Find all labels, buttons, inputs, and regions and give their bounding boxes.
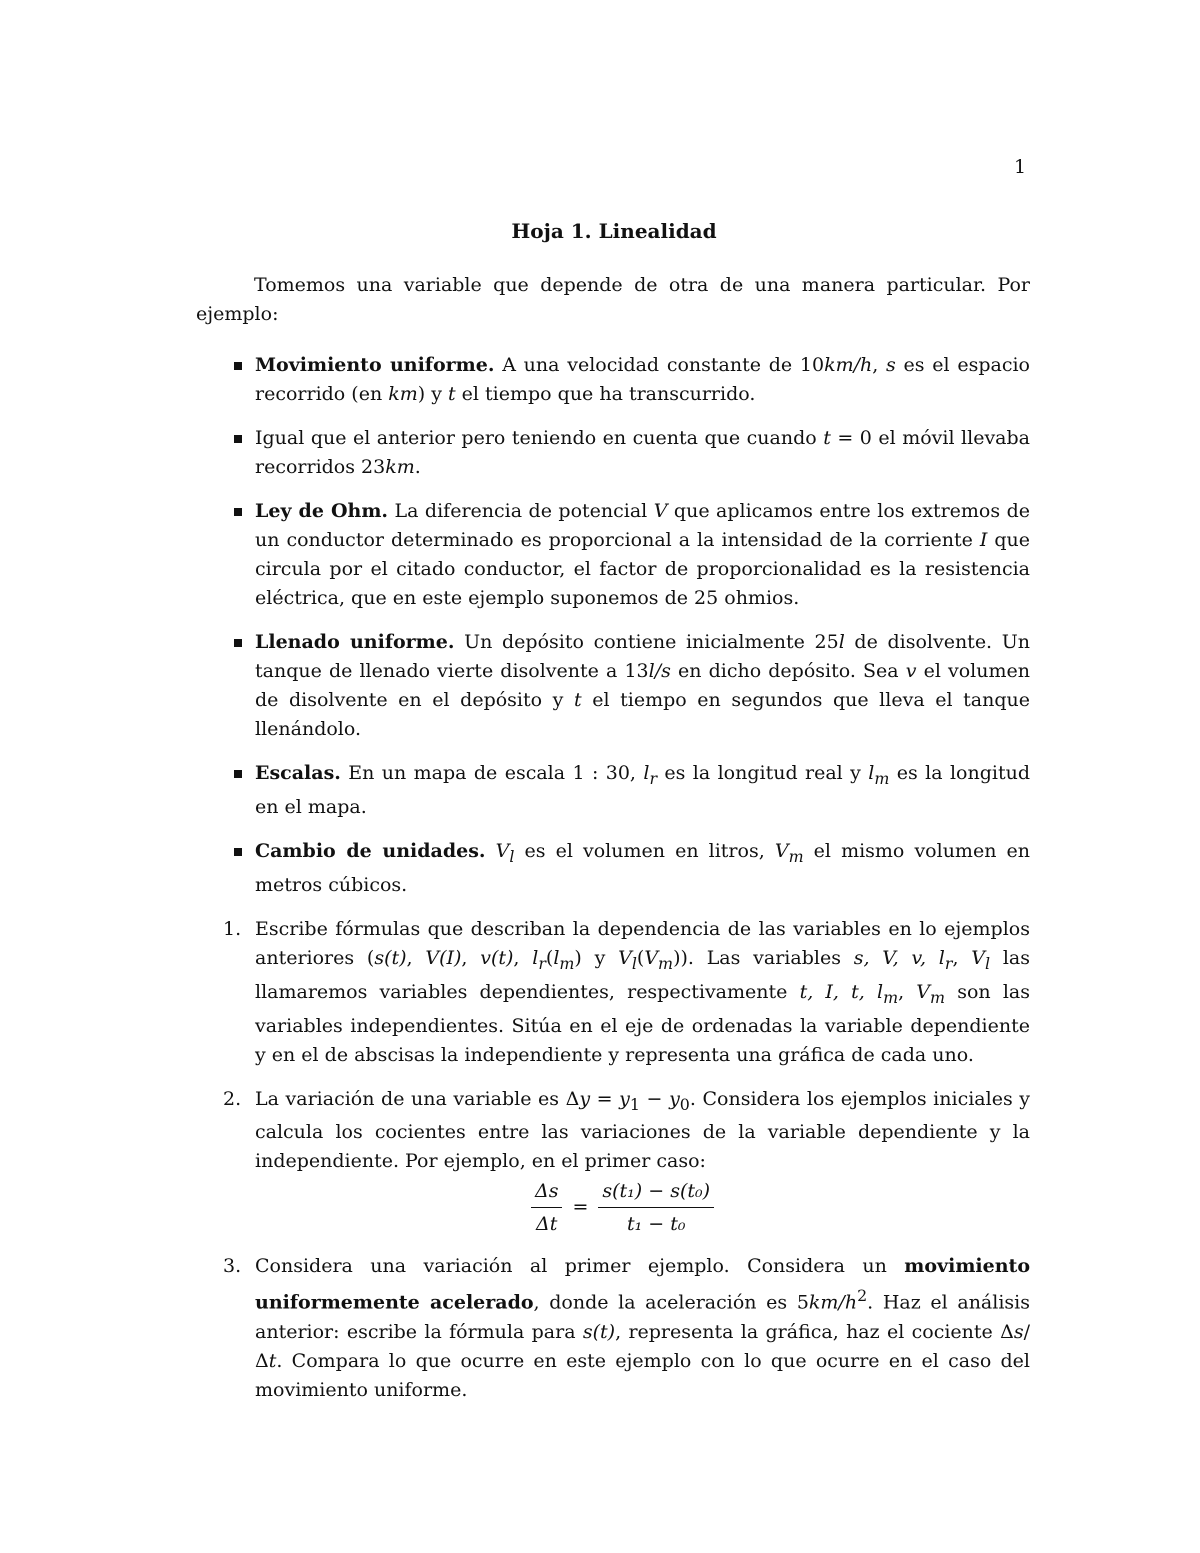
item-number: 3.	[223, 1255, 242, 1278]
formula-rhs-numerator: s(t₁) − s(t₀)	[598, 1178, 714, 1208]
bullet-square-icon	[234, 848, 242, 856]
difference-quotient-formula	[255, 1178, 1030, 1237]
bullet-square-icon	[234, 770, 242, 778]
page-number: 1	[1014, 156, 1027, 178]
item-number: 2.	[223, 1087, 242, 1110]
formula-lhs-denominator: Δt	[536, 1213, 558, 1236]
bullet-square-icon	[234, 508, 242, 516]
intro-paragraph: Tomemos una variable que depende de otra de una manera particular. Por ejemplo:	[196, 274, 1030, 325]
formula-equals: =	[572, 1196, 589, 1219]
item-number: 1.	[223, 918, 242, 940]
bullet-square-icon	[234, 639, 242, 647]
list-item: Llenado uniforme. Un depósito contiene inicialmente 25l de disolvente. Un tanque de llenado vierte disolvente a 13l/s en dicho depósito. Sea v el volumen de disolvente en el depósito y t el tiempo en segundos que lleva el tanque llenándolo.	[196, 628, 1030, 744]
list-item: Cambio de unidades. $V_l$ es el volumen en litros, $V_m$ el mismo volumen en metros cúbicos.	[196, 837, 1030, 900]
list-item: Igual que el anterior pero teniendo en cuenta que cuando t = 0 el móvil llevaba recorridos 23km.	[196, 424, 1030, 482]
list-item: 3. Considera una variación al primer ejemplo. Considera un movimiento uniformemente acelerado, donde la aceleración es $5km/h^2$. Haz el análisis anterior: escribe la fórmula para s(t), representa la gráfica, haz el cociente Δs/Δt. Compara lo que ocurre en este ejemplo con lo que ocurre en el caso del movimiento uniforme.	[196, 1252, 1030, 1404]
list-item: 1. Escribe fórmulas que describan la dependencia de las variables en lo ejemplos anteriores (s(t), V(I), v(t), $l_r(l_m)$ y $V_l(V_m)$). Las variables s, V, v, $l_r$, $V_l$ las llamaremos variables dependientes, respectivamente t, I, t, $l_m$, $V_m$ son las variables independientes. Sitúa en el eje de ordenadas la variable dependiente y en el de abscisas la independiente y representa una gráfica de cada uno.	[196, 915, 1030, 1070]
page-title: Hoja 1. Linealidad	[511, 219, 717, 243]
exercises-list	[196, 915, 1030, 1420]
bullet-square-icon	[234, 435, 242, 443]
list-item: Movimiento uniforme. A una velocidad constante de 10km/h, s es el espacio recorrido (en km) y t el tiempo que ha transcurrido.	[196, 351, 1030, 409]
bullet-square-icon	[234, 362, 242, 370]
examples-list	[196, 351, 1030, 915]
formula-rhs-denominator: t₁ − t₀	[626, 1213, 686, 1236]
formula-lhs-numerator: Δs	[531, 1178, 562, 1208]
list-item: Escalas. En un mapa de escala 1 : 30, $l_r$ es la longitud real y $l_m$ es la longitud en el mapa.	[196, 759, 1030, 822]
list-item: Ley de Ohm. La diferencia de potencial V que aplicamos entre los extremos de un conductor determinado es proporcional a la intensidad de la corriente I que circula por el citado conductor, el factor de proporcionalidad es la resistencia eléctrica, que en este ejemplo suponemos de 25 ohmios.	[196, 497, 1030, 613]
list-item: 2. La variación de una variable es $\Delta y = y_1 - y_0$. Considera los ejemplos iniciales y calcula los cocientes entre las variaciones de la variable dependiente y la independiente. Por ejemplo, en el primer caso: $\frac{\Delta s}{\Delta t}$ = $\frac{\text{s(t₁) − s(t₀)}}{\text{t₁ − t₀}}$	[196, 1085, 1030, 1238]
